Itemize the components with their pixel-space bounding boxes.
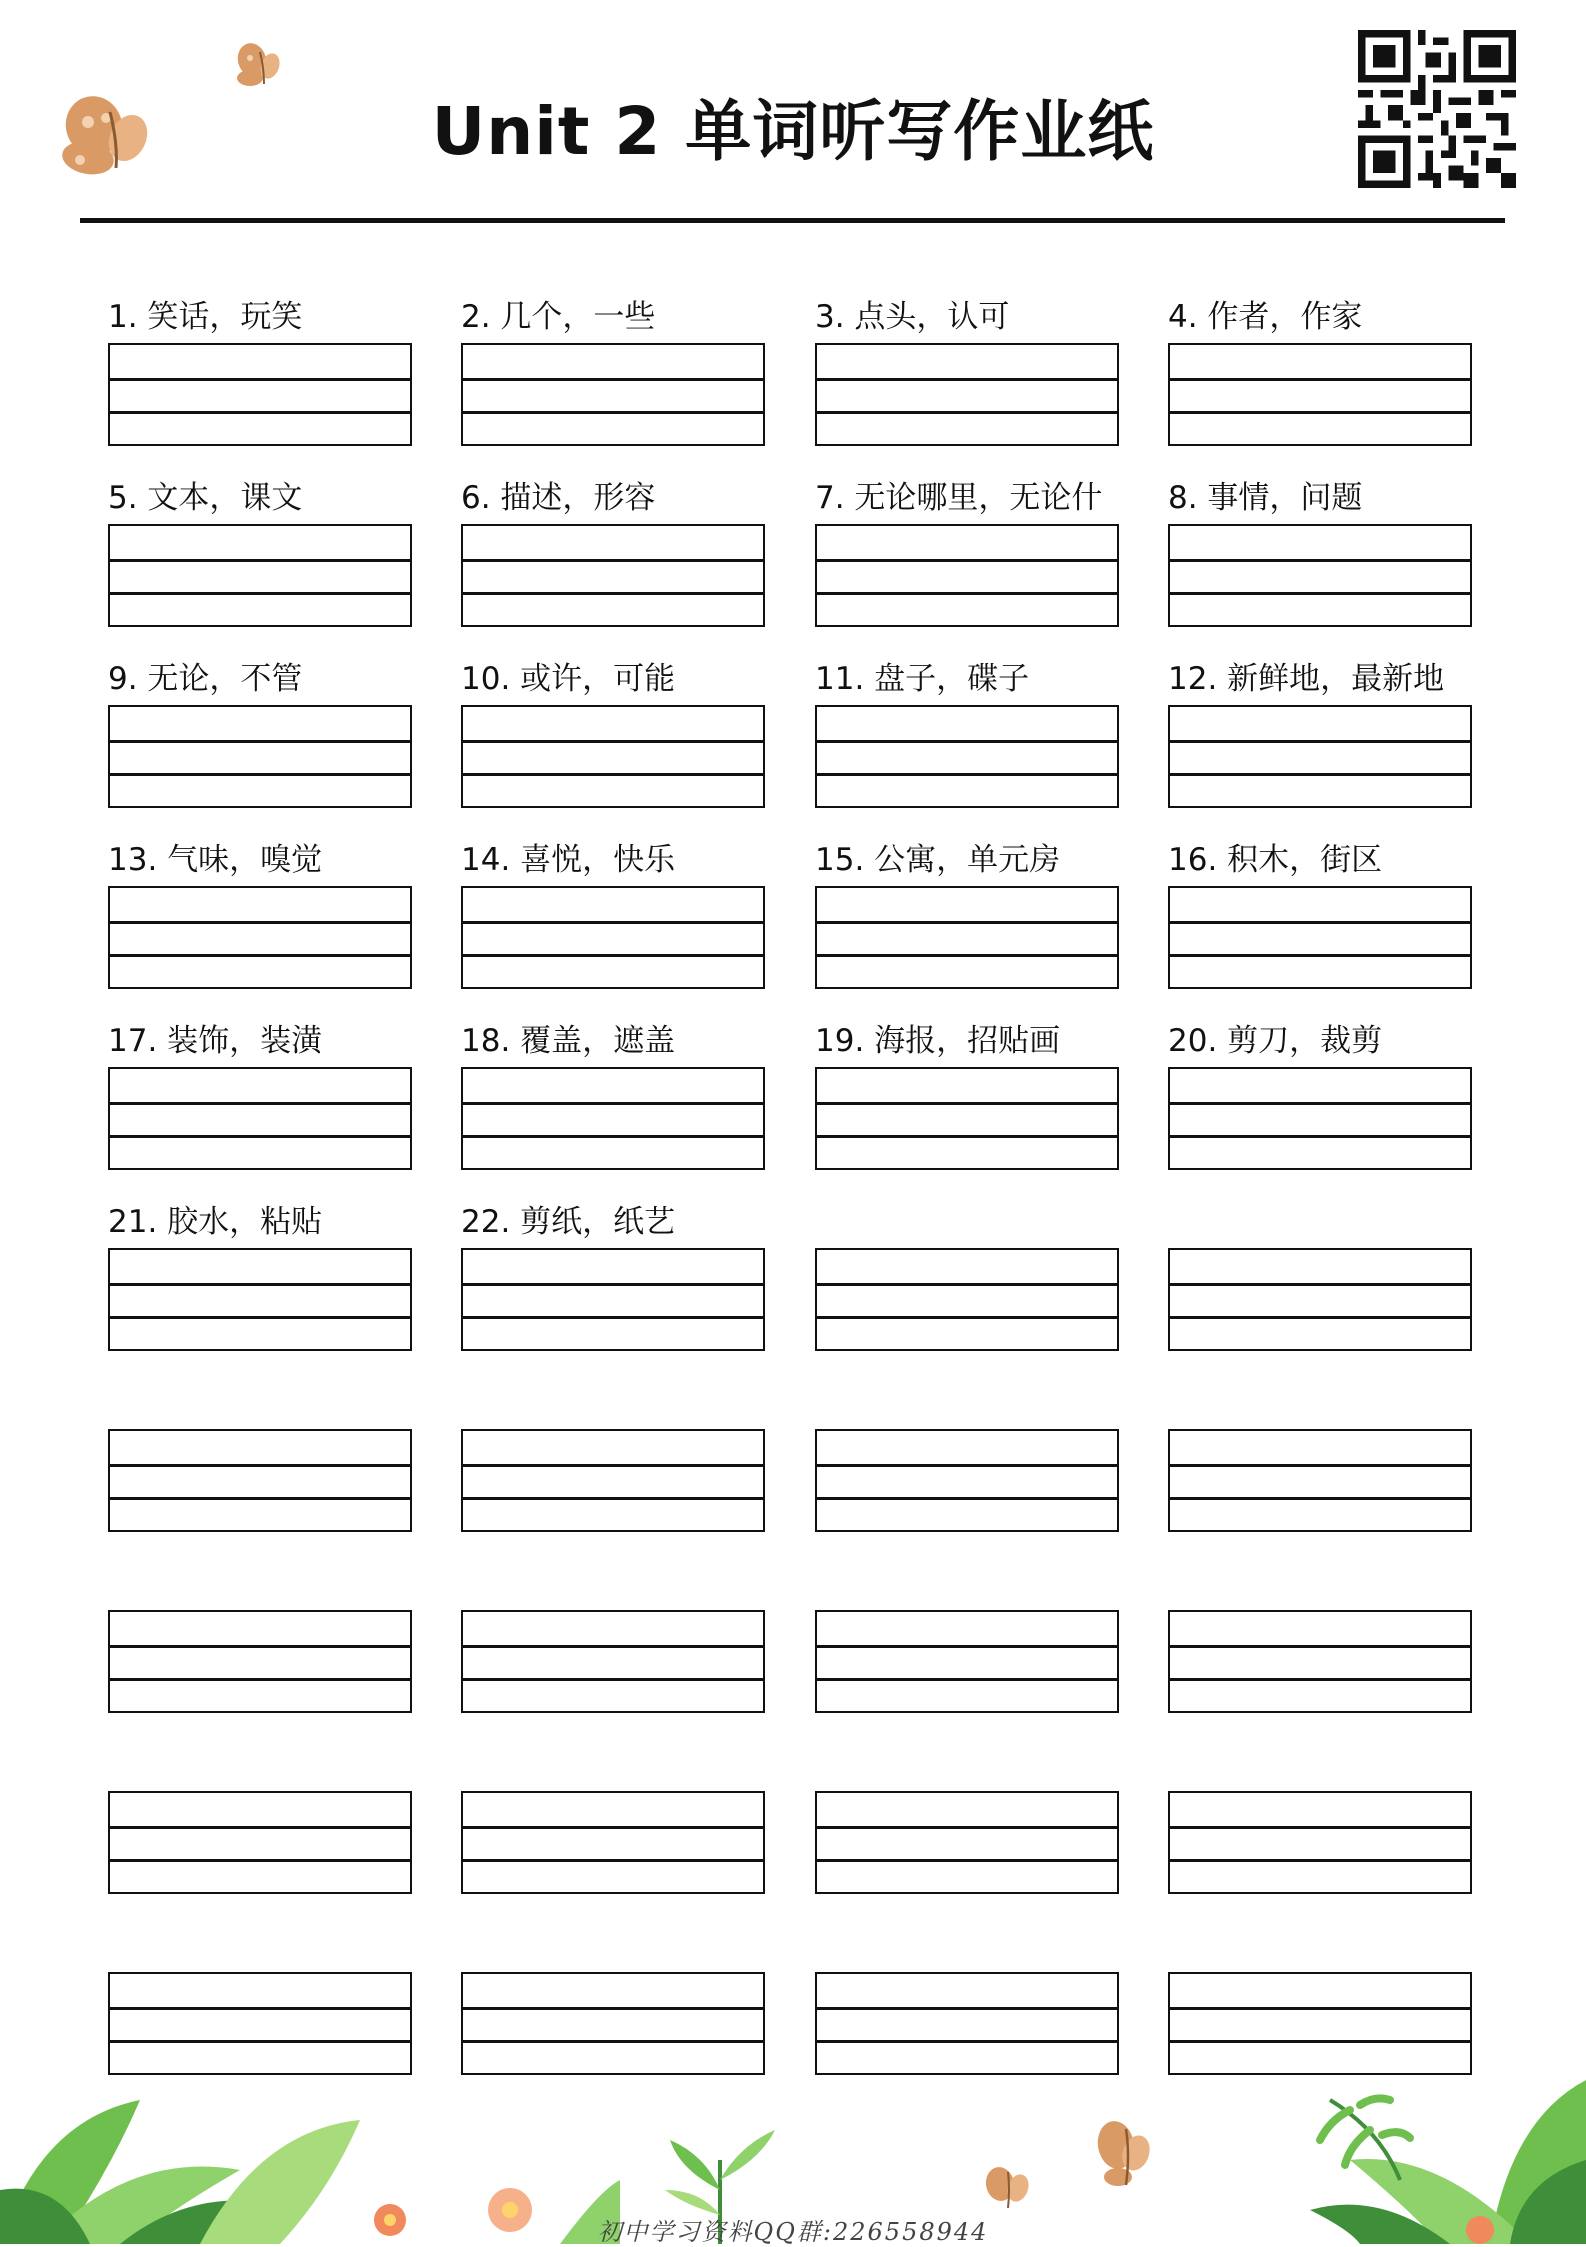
writing-line <box>463 1464 763 1467</box>
writing-line <box>1170 378 1470 381</box>
word-prompt-label: 11. 盘子，碟子 <box>815 661 1030 697</box>
writing-line <box>110 592 410 595</box>
writing-lines[interactable] <box>108 886 412 989</box>
writing-line <box>110 1102 410 1105</box>
writing-line <box>110 559 410 562</box>
writing-line <box>463 1102 763 1105</box>
word-prompt-label: 14. 喜悦，快乐 <box>461 842 676 878</box>
writing-lines[interactable] <box>461 705 765 808</box>
writing-lines[interactable] <box>1168 1067 1472 1170</box>
writing-line <box>817 773 1117 776</box>
word-prompt-label: 19. 海报，招贴画 <box>815 1023 1061 1059</box>
word-prompt-label: 16. 积木，街区 <box>1168 842 1383 878</box>
writing-lines[interactable] <box>461 1248 765 1351</box>
writing-lines[interactable] <box>108 1248 412 1351</box>
footer-qq-group-text: 初中学习资料QQ群:226558944 <box>597 2218 989 2246</box>
word-prompt-label: 9. 无论，不管 <box>108 661 303 697</box>
writing-line <box>1170 740 1470 743</box>
writing-line <box>110 1859 410 1862</box>
writing-line <box>463 378 763 381</box>
word-prompt-label: 1. 笑话，玩笑 <box>108 299 303 335</box>
writing-line <box>463 559 763 562</box>
writing-line <box>110 921 410 924</box>
writing-lines[interactable] <box>1168 1791 1472 1894</box>
writing-line <box>1170 2007 1470 2010</box>
word-prompt-label: 15. 公寓，单元房 <box>815 842 1061 878</box>
page-title: Unit 2 单词听写作业纸 <box>431 93 1155 170</box>
word-prompt-label: 8. 事情，问题 <box>1168 480 1363 516</box>
writing-line <box>463 1316 763 1319</box>
writing-lines[interactable] <box>108 343 412 446</box>
writing-line <box>817 740 1117 743</box>
writing-line <box>110 2040 410 2043</box>
writing-line <box>817 1464 1117 1467</box>
writing-line <box>1170 921 1470 924</box>
writing-line <box>817 1316 1117 1319</box>
writing-lines[interactable] <box>108 705 412 808</box>
word-prompt-label: 4. 作者，作家 <box>1168 299 1363 335</box>
word-prompt-label: 13. 气味，嗅觉 <box>108 842 323 878</box>
qr-code-icon <box>1358 30 1516 188</box>
writing-lines[interactable] <box>815 1791 1119 1894</box>
writing-line <box>110 1497 410 1500</box>
writing-line <box>1170 559 1470 562</box>
writing-line <box>110 740 410 743</box>
writing-line <box>110 1826 410 1829</box>
writing-lines[interactable] <box>815 1610 1119 1713</box>
writing-line <box>110 1645 410 1648</box>
word-prompt-label: 6. 描述，形容 <box>461 480 656 516</box>
writing-line <box>110 411 410 414</box>
writing-line <box>1170 773 1470 776</box>
writing-line <box>817 559 1117 562</box>
writing-line <box>110 954 410 957</box>
writing-line <box>1170 1316 1470 1319</box>
writing-line <box>1170 1678 1470 1681</box>
writing-line <box>110 1283 410 1286</box>
writing-lines[interactable] <box>461 886 765 989</box>
writing-lines[interactable] <box>815 886 1119 989</box>
writing-line <box>463 1826 763 1829</box>
word-prompt-label: 21. 胶水，粘贴 <box>108 1204 323 1240</box>
writing-line <box>1170 1464 1470 1467</box>
writing-line <box>1170 1135 1470 1138</box>
writing-line <box>463 954 763 957</box>
writing-line <box>817 2007 1117 2010</box>
writing-line <box>1170 954 1470 957</box>
writing-line <box>817 1497 1117 1500</box>
writing-line <box>463 411 763 414</box>
writing-line <box>817 1645 1117 1648</box>
writing-line <box>1170 1283 1470 1286</box>
writing-line <box>110 2007 410 2010</box>
writing-lines[interactable] <box>461 343 765 446</box>
writing-lines[interactable] <box>461 1067 765 1170</box>
writing-line <box>110 1135 410 1138</box>
writing-line <box>110 378 410 381</box>
writing-lines[interactable] <box>461 1791 765 1894</box>
writing-line <box>110 1316 410 1319</box>
word-prompt-label: 17. 装饰，装潢 <box>108 1023 323 1059</box>
writing-line <box>110 773 410 776</box>
writing-line <box>817 411 1117 414</box>
writing-lines[interactable] <box>1168 524 1472 627</box>
word-prompt-label: 10. 或许，可能 <box>461 661 676 697</box>
butterfly-bottom-left-icon <box>980 2160 1036 2216</box>
writing-line <box>463 773 763 776</box>
writing-lines[interactable] <box>815 1972 1119 2075</box>
writing-line <box>110 1678 410 1681</box>
writing-lines[interactable] <box>461 1610 765 1713</box>
writing-line <box>817 592 1117 595</box>
writing-lines[interactable] <box>815 1067 1119 1170</box>
writing-line <box>817 1283 1117 1286</box>
butterfly-bottom-right-icon <box>1090 2115 1160 2195</box>
writing-line <box>817 378 1117 381</box>
writing-line <box>463 1645 763 1648</box>
writing-lines[interactable] <box>1168 1610 1472 1713</box>
writing-line <box>817 921 1117 924</box>
writing-lines[interactable] <box>108 1791 412 1894</box>
writing-lines[interactable] <box>1168 705 1472 808</box>
writing-line <box>817 1102 1117 1105</box>
writing-line <box>463 921 763 924</box>
word-prompt-label: 5. 文本，课文 <box>108 480 303 516</box>
word-prompt-label: 7. 无论哪里，无论什 <box>815 480 1103 516</box>
writing-line <box>463 1859 763 1862</box>
writing-lines[interactable] <box>815 1429 1119 1532</box>
word-prompt-label: 3. 点头，认可 <box>815 299 1010 335</box>
word-prompt-label: 20. 剪刀，裁剪 <box>1168 1023 1383 1059</box>
writing-lines[interactable] <box>108 1067 412 1170</box>
word-prompt-label: 18. 覆盖，遮盖 <box>461 1023 676 1059</box>
writing-line <box>1170 1645 1470 1648</box>
writing-lines[interactable] <box>815 1248 1119 1351</box>
writing-lines[interactable] <box>108 1429 412 1532</box>
word-prompt-label: 22. 剪纸，纸艺 <box>461 1204 676 1240</box>
writing-line <box>1170 1102 1470 1105</box>
writing-line <box>817 1678 1117 1681</box>
writing-lines[interactable] <box>1168 1429 1472 1532</box>
writing-lines[interactable] <box>815 705 1119 808</box>
writing-lines[interactable] <box>1168 886 1472 989</box>
writing-line <box>817 1826 1117 1829</box>
title-divider <box>80 218 1505 223</box>
writing-line <box>1170 1826 1470 1829</box>
writing-lines[interactable] <box>108 1610 412 1713</box>
writing-line <box>1170 592 1470 595</box>
writing-line <box>1170 2040 1470 2043</box>
writing-line <box>110 1464 410 1467</box>
writing-line <box>463 2040 763 2043</box>
writing-line <box>463 1497 763 1500</box>
writing-lines[interactable] <box>815 343 1119 446</box>
writing-line <box>463 2007 763 2010</box>
writing-lines[interactable] <box>461 1429 765 1532</box>
writing-line <box>1170 411 1470 414</box>
writing-lines[interactable] <box>1168 343 1472 446</box>
writing-line <box>463 592 763 595</box>
writing-line <box>817 954 1117 957</box>
writing-line <box>463 1678 763 1681</box>
writing-line <box>817 1135 1117 1138</box>
writing-line <box>463 1135 763 1138</box>
writing-line <box>817 2040 1117 2043</box>
writing-line <box>1170 1497 1470 1500</box>
word-prompt-label: 2. 几个，一些 <box>461 299 656 335</box>
word-prompt-label: 12. 新鲜地，最新地 <box>1168 661 1445 697</box>
writing-lines[interactable] <box>461 524 765 627</box>
writing-lines[interactable] <box>815 524 1119 627</box>
writing-lines[interactable] <box>1168 1248 1472 1351</box>
writing-lines[interactable] <box>108 524 412 627</box>
writing-line <box>463 740 763 743</box>
writing-line <box>1170 1859 1470 1862</box>
writing-line <box>463 1283 763 1286</box>
writing-line <box>817 1859 1117 1862</box>
